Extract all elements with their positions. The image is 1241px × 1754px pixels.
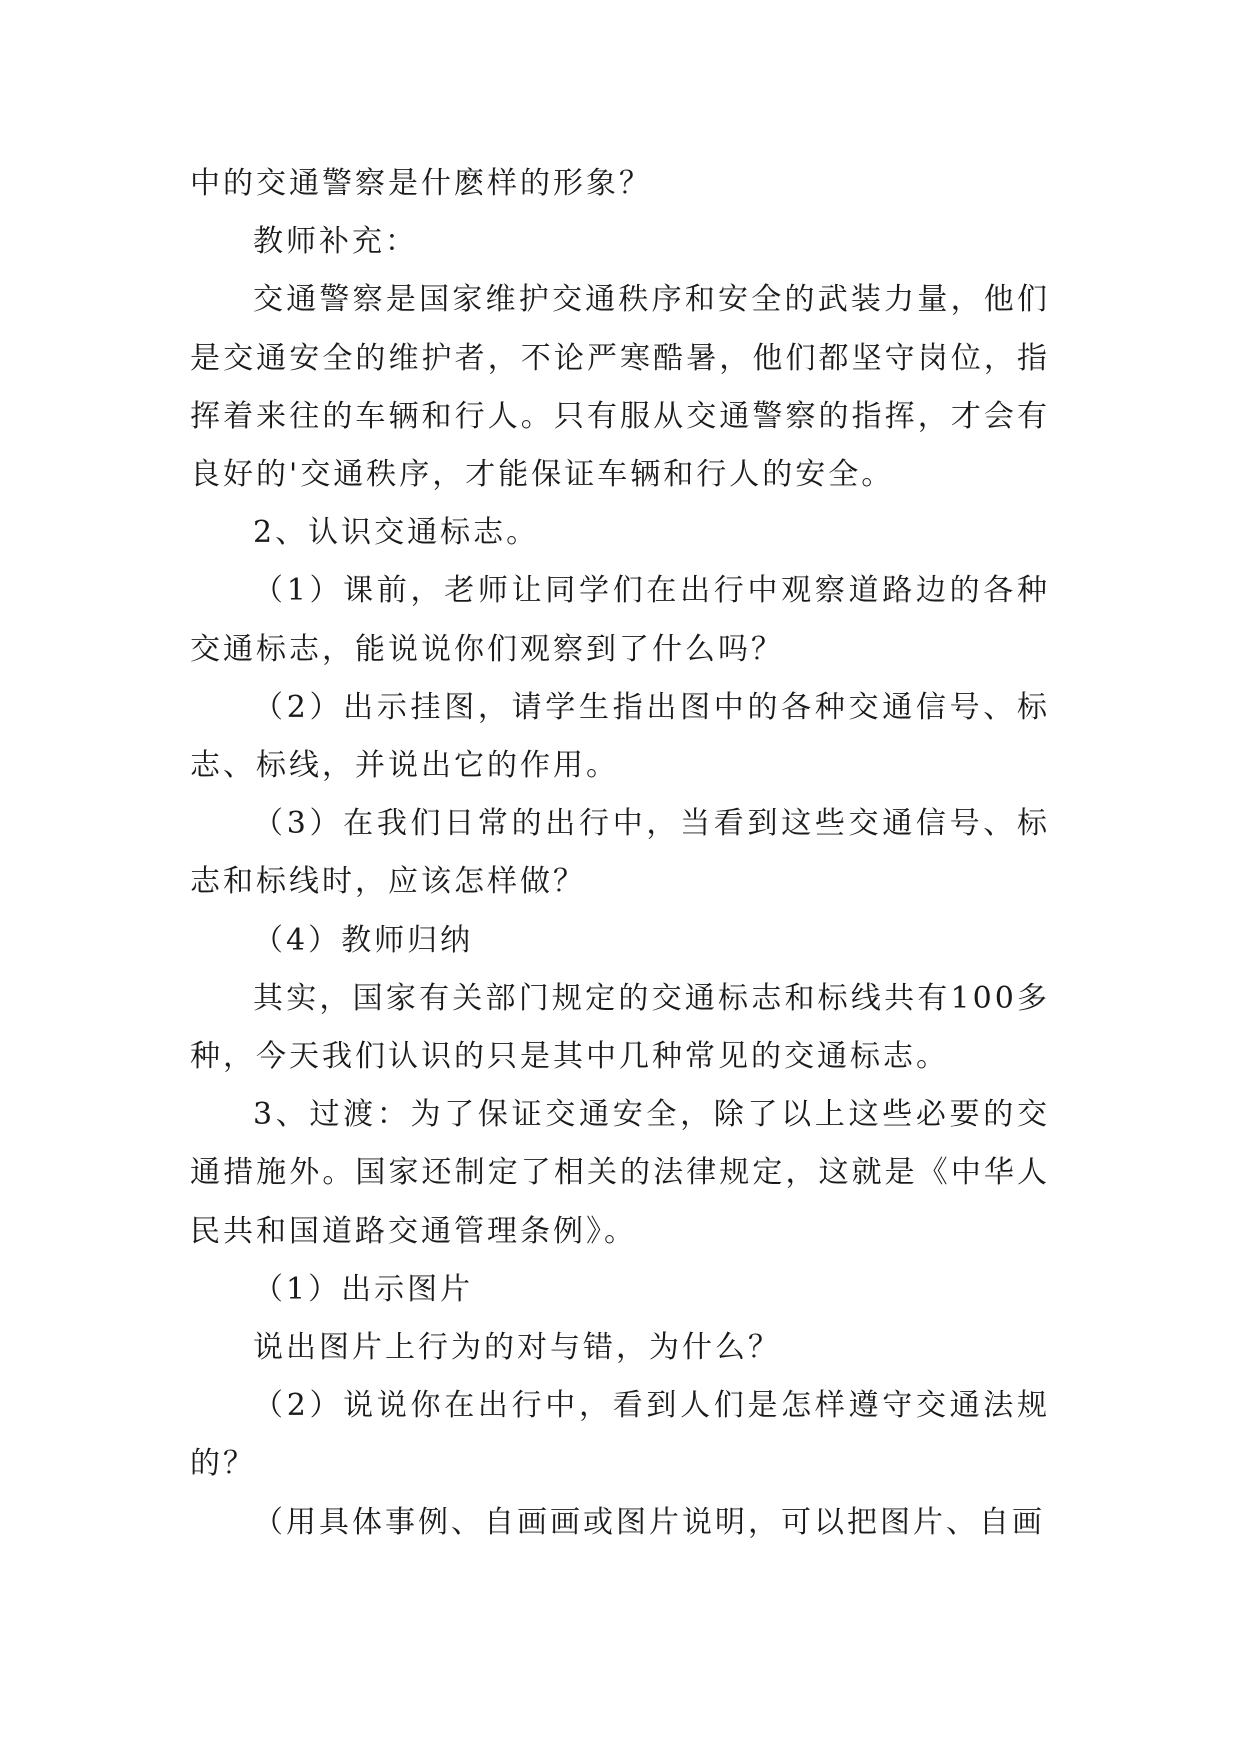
paragraph: （2）出示挂图，请学生指出图中的各种交通信号、标志、标线，并说出它的作用。 (190, 689, 1050, 784)
paragraph: 交通警察是国家维护交通秩序和安全的武装力量，他们是交通安全的维护者，不论严寒酷暑，他们都坚守岗位，指挥着来往的车辆和行人。只有服从交通警察的指挥，才会有良好的'交通秩序，才能保证车辆和行人的安全。 (190, 282, 1050, 493)
paragraph: 教师补充： (253, 224, 418, 260)
paragraph: 其实，国家有关部门规定的交通标志和标线共有100多种，今天我们认识的只是其中几种常见的交通标志。 (190, 980, 1050, 1075)
paragraph: 3、过渡：为了保证交通安全，除了以上这些必要的交通措施外。国家还制定了相关的法律规定，这就是《中华人民共和国道路交通管理条例》。 (190, 1097, 1050, 1249)
paragraph: （3）在我们日常的出行中，当看到这些交通信号、标志和标线时，应该怎样做？ (190, 806, 1050, 900)
document-body (190, 155, 1050, 1552)
paragraph: 说出图片上行为的对与错，为什么？ (253, 1330, 781, 1366)
paragraph: （用具体事例、自画画或图片说明，可以把图片、自画 (253, 1504, 1045, 1540)
paragraph: （2）说说你在出行中，看到人们是怎样遵守交通法规的？ (190, 1388, 1050, 1482)
paragraph: （4）教师归纳 (253, 922, 474, 958)
paragraph: 2、认识交通标志。 (253, 515, 540, 551)
paragraph: （1）出示图片 (253, 1271, 474, 1307)
paragraph: 中的交通警察是什麽样的形象？ (190, 166, 652, 201)
paragraph: （1）课前，老师让同学们在出行中观察道路边的各种交通标志，能说说你们观察到了什么吗？ (190, 573, 1050, 667)
